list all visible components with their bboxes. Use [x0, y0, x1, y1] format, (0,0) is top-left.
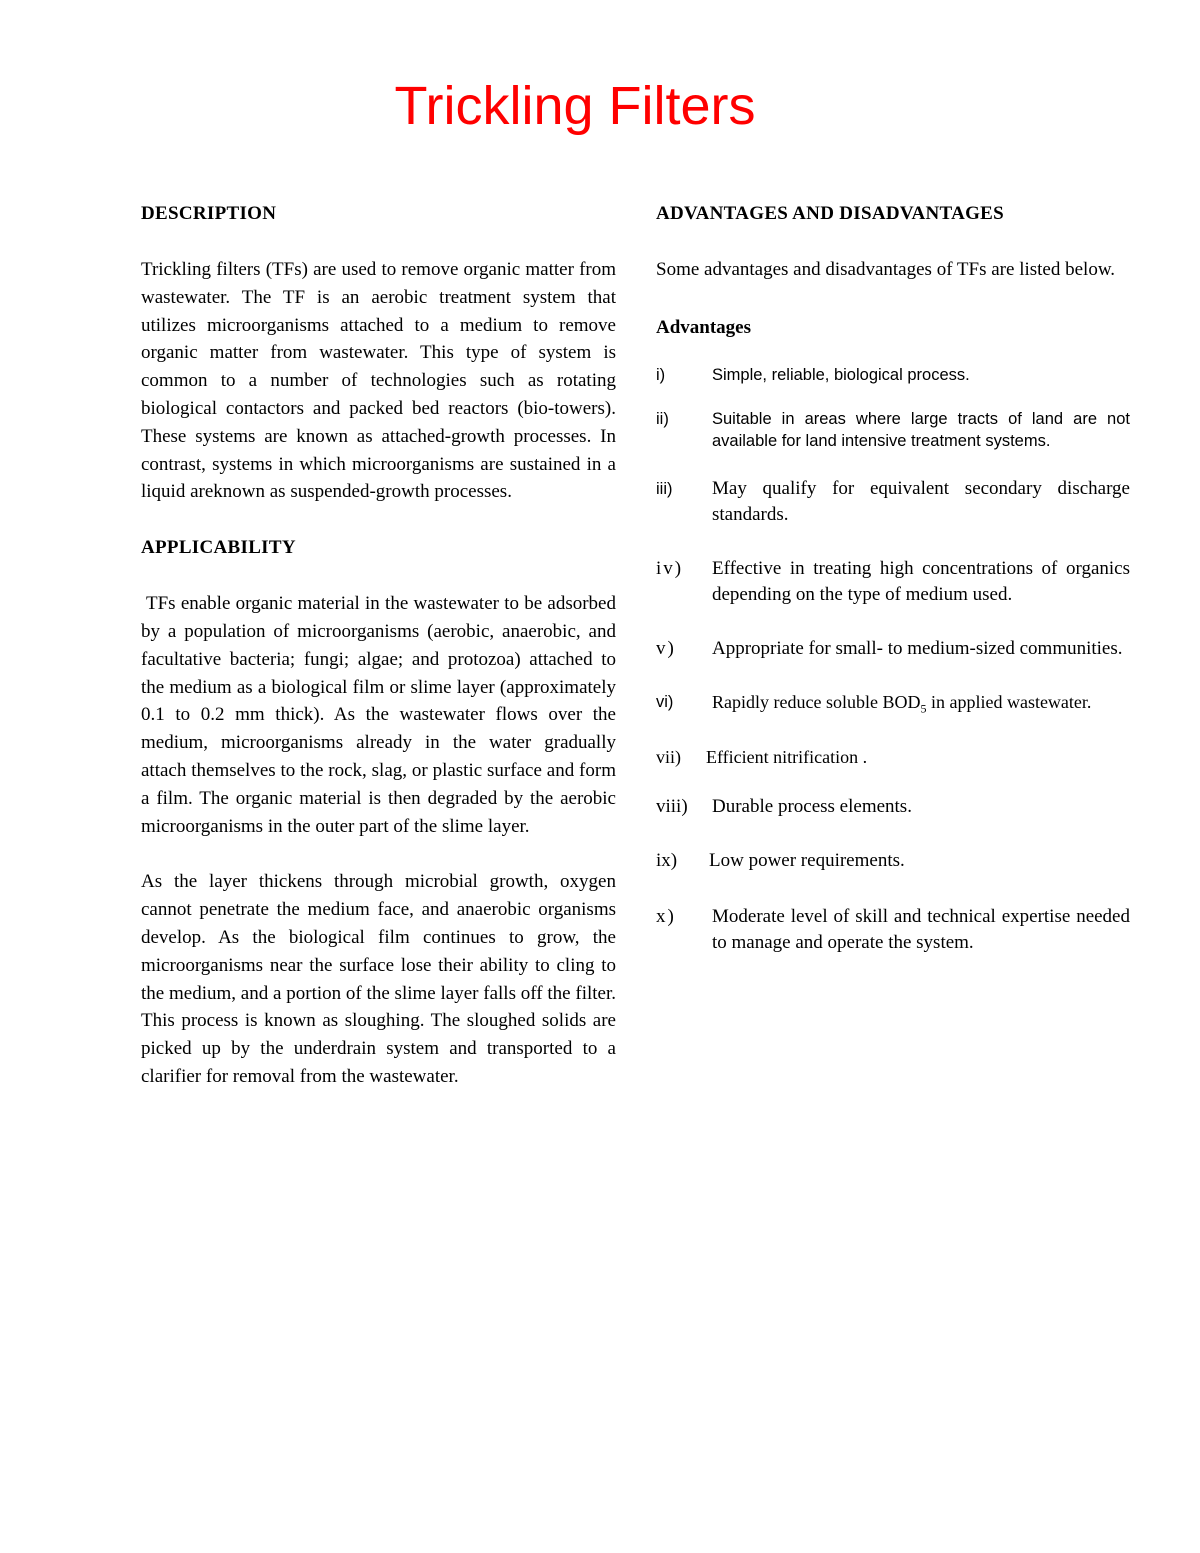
list-item-number: v) [656, 637, 676, 659]
applicability-heading: APPLICABILITY [141, 537, 296, 559]
subscript: 5 [920, 701, 927, 716]
list-item-number: iii) [656, 479, 673, 498]
list-item [656, 476, 1130, 528]
list-item [656, 408, 1130, 452]
list-item [656, 636, 1130, 662]
list-item-number: i) [656, 365, 666, 384]
description-heading: DESCRIPTION [141, 203, 277, 224]
page-title: Trickling Filters [394, 76, 756, 136]
advantages-subheading: Advantages [656, 316, 752, 338]
left-column [141, 200, 616, 1091]
list-item-text: Effective in treating high concentrations of organics depending on the type of medium used. [712, 557, 1130, 605]
right-column [656, 200, 1130, 956]
list-item [656, 364, 1130, 386]
list-item-text-main: Rapidly reduce soluble BOD [712, 691, 921, 712]
list-item-number: vi) [656, 692, 674, 711]
list-item-number: viii) [656, 796, 688, 818]
list-item [656, 690, 1130, 721]
list-item-text: Appropriate for small- to medium-sized communities. [712, 637, 1123, 659]
advantages-disadvantages-heading: ADVANTAGES AND DISADVANTAGES [656, 203, 1005, 224]
list-item [656, 848, 1130, 874]
advantages-intro: Some advantages and disadvantages of TFs are listed below. [656, 259, 1116, 280]
list-item [656, 794, 1130, 820]
list-item-text: May qualify for equivalent secondary discharge standards. [712, 477, 1130, 525]
list-item-text: Efficient nitrification . [706, 747, 868, 768]
applicability-paragraph-1: TFs enable organic material in the wastewater to be adsorbed by a population of microorganisms (aerobic, anaerobic, and facultative bacteria; fungi; algae; and protozoa) attached to the medium as a biological film or slime layer (approximately 0.1 to 0.2 mm thick). As the wastewater flows over the medium, microorganisms already in the water gradually attach themselves to the rock, slag, or plastic surface and form a film. The organic material is then degraded by the aerobic microorganisms in the outer part of the slime layer. [141, 593, 616, 837]
list-item-text: Simple, reliable, biological process. [712, 365, 970, 384]
description-paragraph: Trickling filters (TFs) are used to remove organic matter from wastewater. The TF is an aerobic treatment system that utilizes microorganisms attached to a medium to remove organic matter from wastewater. This type of system is common to a number of technologies such as rotating biological contactors and packed bed reactors (bio-towers). These systems are known as attached-growth processes. In contrast, systems in which microorganisms are sustained in a liquid areknown as suspended-growth processes. [141, 259, 616, 503]
list-item [656, 744, 1130, 770]
list-item [656, 904, 1130, 956]
list-item-text: Moderate level of skill and technical expertise needed to manage and operate the system. [712, 906, 1130, 954]
list-item-number: iv) [656, 557, 684, 579]
list-item-text-rest: in applied wastewater. [926, 691, 1092, 712]
list-item-text [712, 690, 1130, 721]
list-item-number: vii) [656, 747, 681, 768]
list-item-number: ii) [656, 409, 669, 428]
list-item-number: ix) [656, 850, 678, 872]
list-item-number: x) [656, 906, 676, 928]
list-item-text: Low power requirements. [709, 850, 905, 872]
list-item-text: Durable process elements. [712, 796, 912, 818]
list-item [656, 556, 1130, 608]
list-item-text: Suitable in areas where large tracts of land are not available for land intensive treatment systems. [712, 409, 1130, 450]
applicability-paragraph-2: As the layer thickens through microbial growth, oxygen cannot penetrate the medium face, and anaerobic organisms develop. As the biological film continues to grow, the microorganisms near the surface lose their ability to cling to the medium, and a portion of the slime layer falls off the filter. This process is known as sloughing. The sloughed solids are picked up by the underdrain system and transported to a clarifier for removal from the wastewater. [141, 871, 616, 1087]
